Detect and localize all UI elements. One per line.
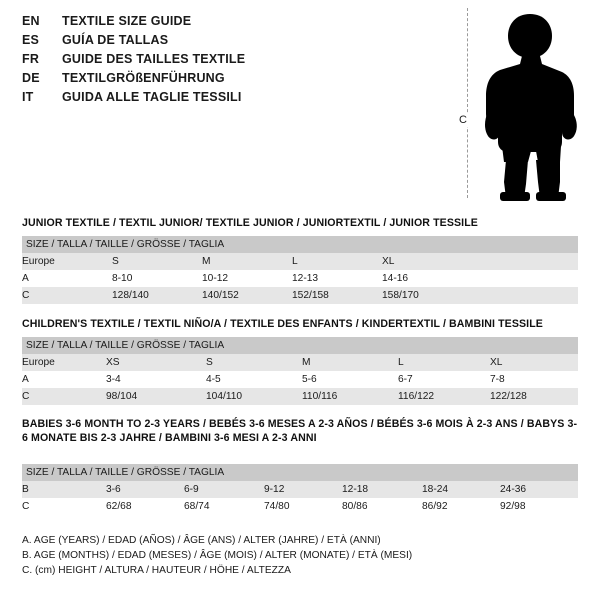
height-guide-dashed-line [467,8,468,198]
cell-babies-b-5: 24-36 [500,481,578,498]
child-silhouette-icon [478,12,588,202]
cell-junior-c-0: 128/140 [112,287,202,304]
cell-babies-b-1: 6-9 [184,481,264,498]
height-measure-figure [440,8,590,203]
cell-children-c-0: 98/104 [106,388,206,405]
section-title-junior: JUNIOR TEXTILE / TEXTIL JUNIOR/ TEXTILE JUNIOR / JUNIORTEXTIL / JUNIOR TESSILE [22,217,478,229]
table-row [22,354,578,371]
header-title-fr: GUIDE DES TAILLES TEXTILE [62,52,246,66]
junior-table-header: SIZE / TALLA / TAILLE / GRÖSSE / TAGLIA [22,236,578,253]
cell-babies-c-3: 80/86 [342,498,422,515]
header-language-titles [22,14,422,109]
legend-block [22,533,412,578]
cell-junior-a-4 [472,270,578,287]
junior-size-table-wrapper [22,236,578,304]
table-row [22,270,578,287]
babies-table-header: SIZE / TALLA / TAILLE / GRÖSSE / TAGLIA [22,464,578,481]
cell-children-a-0: 3-4 [106,371,206,388]
header-row-it [22,90,422,109]
children-size-table [22,337,578,405]
header-row-fr [22,52,422,71]
row-label-europe: Europe [22,253,112,270]
cell-children-europe-2: M [302,354,398,371]
children-table-header: SIZE / TALLA / TAILLE / GRÖSSE / TAGLIA [22,337,578,354]
junior-size-table [22,236,578,304]
cell-junior-europe-4 [472,253,578,270]
table-row [22,464,578,481]
cell-junior-europe-2: L [292,253,382,270]
language-code-de: DE [22,71,40,85]
table-row [22,337,578,354]
header-title-de: TEXTILGRÖßENFÜHRUNG [62,71,225,85]
table-row [22,253,578,270]
cell-junior-europe-1: M [202,253,292,270]
table-row [22,388,578,405]
row-label-a: A [22,270,112,287]
cell-babies-b-0: 3-6 [106,481,184,498]
cell-babies-c-0: 62/68 [106,498,184,515]
header-row-es [22,33,422,52]
cell-junior-a-3: 14-16 [382,270,472,287]
cell-babies-b-2: 9-12 [264,481,342,498]
cell-children-a-2: 5-6 [302,371,398,388]
children-size-table-wrapper [22,337,578,405]
header-title-es: GUÍA DE TALLAS [62,33,169,47]
babies-size-table [22,464,578,515]
cell-babies-b-3: 12-18 [342,481,422,498]
table-row [22,481,578,498]
cell-junior-c-3: 158/170 [382,287,472,304]
cell-junior-a-0: 8-10 [112,270,202,287]
cell-children-a-1: 4-5 [206,371,302,388]
cell-babies-c-2: 74/80 [264,498,342,515]
table-row [22,371,578,388]
table-row [22,236,578,253]
table-row [22,498,578,515]
language-code-it: IT [22,90,34,104]
row-label-c: C [22,388,106,405]
legend-line-b: B. AGE (MONTHS) / EDAD (MESES) / ÂGE (MOIS) / ALTER (MONATE) / ETÀ (MESI) [22,550,413,561]
row-label-b: B [22,481,106,498]
header-row-de [22,71,422,90]
cell-babies-c-5: 92/98 [500,498,578,515]
cell-children-a-4: 7-8 [490,371,578,388]
cell-babies-b-4: 18-24 [422,481,500,498]
measure-label-c: C [459,114,467,126]
cell-children-europe-1: S [206,354,302,371]
cell-junior-a-2: 12-13 [292,270,382,287]
cell-children-europe-4: XL [490,354,578,371]
language-code-fr: FR [22,52,40,66]
cell-children-c-3: 116/122 [398,388,490,405]
row-label-c: C [22,287,112,304]
cell-babies-c-1: 68/74 [184,498,264,515]
cell-children-c-1: 104/110 [206,388,302,405]
cell-junior-c-1: 140/152 [202,287,292,304]
cell-junior-c-4 [472,287,578,304]
cell-children-c-4: 122/128 [490,388,578,405]
header-row-en [22,14,422,33]
cell-children-c-2: 110/116 [302,388,398,405]
cell-junior-c-2: 152/158 [292,287,382,304]
table-row [22,287,578,304]
legend-line-a: A. AGE (YEARS) / EDAD (AÑOS) / ÂGE (ANS) / ALTER (JAHRE) / ETÀ (ANNI) [22,535,381,546]
row-label-a: A [22,371,106,388]
cell-junior-europe-3: XL [382,253,472,270]
cell-children-europe-0: XS [106,354,206,371]
cell-junior-europe-0: S [112,253,202,270]
cell-babies-c-4: 86/92 [422,498,500,515]
row-label-europe: Europe [22,354,106,371]
cell-children-europe-3: L [398,354,490,371]
section-title-children: CHILDREN'S TEXTILE / TEXTIL NIÑO/A / TEXTILE DES ENFANTS / KINDERTEXTIL / BAMBINI TESSILE [22,318,543,330]
legend-line-c: C. (cm) HEIGHT / ALTURA / HAUTEUR / HÖHE / ALTEZZA [22,565,291,576]
cell-children-a-3: 6-7 [398,371,490,388]
section-title-babies: BABIES 3-6 MONTH TO 2-3 YEARS / BEBÉS 3-6 MESES A 2-3 AÑOS / BÉBÉS 3-6 MOIS À 2-3 ANS / BABYS 3-6 MONATE BIS 2-3 JAHRE / BAMBINI 3-6 MESI A 2-3 ANNI [22,418,578,444]
row-label-c: C [22,498,106,515]
cell-junior-a-1: 10-12 [202,270,292,287]
header-title-en: TEXTILE SIZE GUIDE [62,14,192,28]
header-title-it: GUIDA ALLE TAGLIE TESSILI [62,90,242,104]
language-code-es: ES [22,33,40,47]
language-code-en: EN [22,14,40,28]
babies-size-table-wrapper [22,464,578,515]
